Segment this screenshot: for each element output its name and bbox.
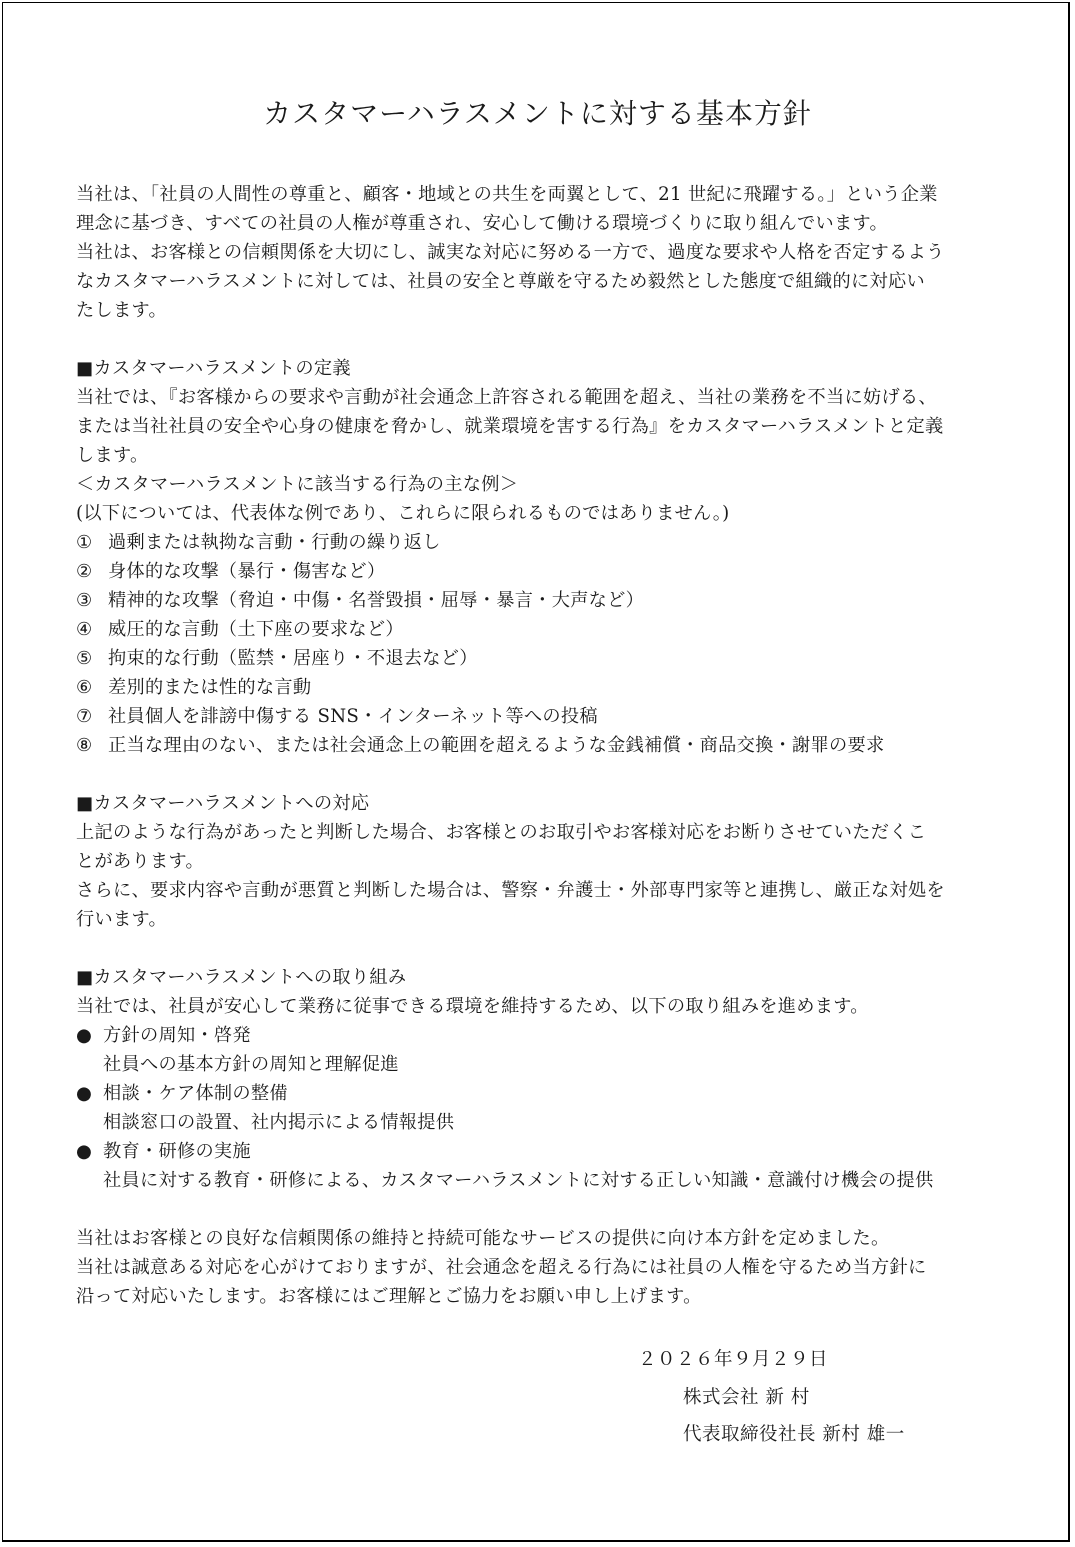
example-text: 差別的または性的な言動 — [108, 677, 312, 698]
intro-line: たします。 — [76, 300, 167, 321]
document-body — [76, 180, 1011, 1311]
example-item — [76, 731, 1011, 760]
example-item — [76, 702, 1011, 731]
example-number: ⑧ — [76, 735, 93, 756]
definition-heading: ■カスタマーハラスメントの定義 — [76, 358, 351, 379]
example-text: 拘束的な行動（監禁・居座り・不退去など） — [108, 648, 478, 669]
signature-date: ２０２６年９月２９日 — [638, 1349, 829, 1370]
closing-line: 当社はお客様との良好な信頼関係の維持と持続可能なサービスの提供に向け本方針を定めました。 — [76, 1228, 890, 1249]
intro-line: 理念に基づき、すべての社員の人権が尊重され、安心して働ける環境づくりに取り組んでいます。 — [76, 213, 888, 234]
example-text: 威圧的な言動（土下座の要求など） — [108, 619, 404, 640]
response-line: とがあります。 — [76, 851, 204, 872]
example-text: 精神的な攻撃（脅迫・中傷・名誉毀損・屈辱・暴言・大声など） — [108, 590, 645, 611]
closing-line: 沿って対応いたします。お客様にはご理解とご協力をお願い申し上げます。 — [76, 1286, 702, 1307]
signature-representative: 代表取締役社長 新村 雄一 — [683, 1424, 905, 1445]
example-text: 社員個人を誹謗中傷する SNS・インターネット等への投稿 — [108, 706, 598, 727]
example-item — [76, 557, 1011, 586]
example-number: ④ — [76, 619, 93, 640]
definition-line: します。 — [76, 445, 149, 466]
response-heading: ■カスタマーハラスメントへの対応 — [76, 793, 370, 814]
response-line: さらに、要求内容や言動が悪質と判断した場合は、警察・弁護士・外部専門家等と連携し、厳正な対処を — [76, 880, 945, 901]
definition-line: または当社社員の安全や心身の健康を脅かし、就業環境を害する行為』をカスタマーハラスメントと定義 — [76, 416, 944, 437]
example-item — [76, 644, 1011, 673]
example-item — [76, 528, 1011, 557]
signature-company: 株式会社 新 村 — [683, 1387, 810, 1408]
bullet-icon: ● — [76, 1025, 93, 1046]
example-text: 過剰または執拗な言動・行動の繰り返し — [108, 532, 441, 553]
example-number: ② — [76, 561, 93, 582]
examples-heading: ＜カスタマーハラスメントに該当する行為の主な例＞ — [76, 474, 519, 495]
bullet-icon: ● — [76, 1083, 93, 1104]
initiative-detail: 社員への基本方針の周知と理解促進 — [103, 1054, 399, 1075]
response-line: 上記のような行為があったと判断した場合、お客様とのお取引やお客様対応をお断りさせていただくこ — [76, 822, 927, 843]
intro-line: 当社は、お客様との信頼関係を大切にし、誠実な対応に努める一方で、過度な要求や人格を否定するよう — [76, 242, 945, 263]
example-number: ⑤ — [76, 648, 93, 669]
example-number: ③ — [76, 590, 93, 611]
bullet-icon: ● — [76, 1141, 93, 1162]
example-text: 正当な理由のない、または社会通念上の範囲を超えるような金銭補償・商品交換・謝罪の要求 — [108, 735, 885, 756]
initiative-title: 教育・研修の実施 — [103, 1141, 251, 1162]
example-number: ① — [76, 532, 93, 553]
initiatives-heading: ■カスタマーハラスメントへの取り組み — [76, 967, 407, 988]
document-title: カスタマーハラスメントに対する基本方針 — [263, 97, 812, 130]
initiative-detail: 社員に対する教育・研修による、カスタマーハラスメントに対する正しい知識・意識付け機会の提供 — [103, 1170, 934, 1191]
initiatives-lead: 当社では、社員が安心して業務に従事できる環境を維持するため、以下の取り組みを進めます。 — [76, 996, 869, 1017]
initiative-item — [76, 1021, 1011, 1050]
intro-line: なカスタマーハラスメントに対しては、社員の安全と尊厳を守るため毅然とした態度で組織的に対応い — [76, 271, 925, 292]
example-text: 身体的な攻撃（暴行・傷害など） — [108, 561, 386, 582]
example-item — [76, 615, 1011, 644]
initiative-title: 相談・ケア体制の整備 — [103, 1083, 288, 1104]
definition-line: 当社では、『お客様からの要求や言動が社会通念上許容される範囲を超え、当社の業務を不当に妨げる、 — [76, 387, 937, 408]
example-number: ⑦ — [76, 706, 93, 727]
closing-line: 当社は誠意ある対応を心がけておりますが、社会通念を超える行為には社員の人権を守るため当方針に — [76, 1257, 927, 1278]
examples-note: (以下については、代表体な例であり、これらに限られるものではありません。) — [76, 503, 730, 524]
response-line: 行います。 — [76, 909, 167, 930]
example-item — [76, 586, 1011, 615]
initiative-detail: 相談窓口の設置、社内掲示による情報提供 — [103, 1112, 455, 1133]
initiative-item — [76, 1137, 1011, 1166]
initiative-item — [76, 1079, 1011, 1108]
example-item — [76, 673, 1011, 702]
intro-line: 当社は、「社員の人間性の尊重と、顧客・地域との共生を両翼として、21 世紀に飛躍する。」という企業 — [76, 184, 938, 205]
example-number: ⑥ — [76, 677, 93, 698]
initiative-title: 方針の周知・啓発 — [103, 1025, 251, 1046]
